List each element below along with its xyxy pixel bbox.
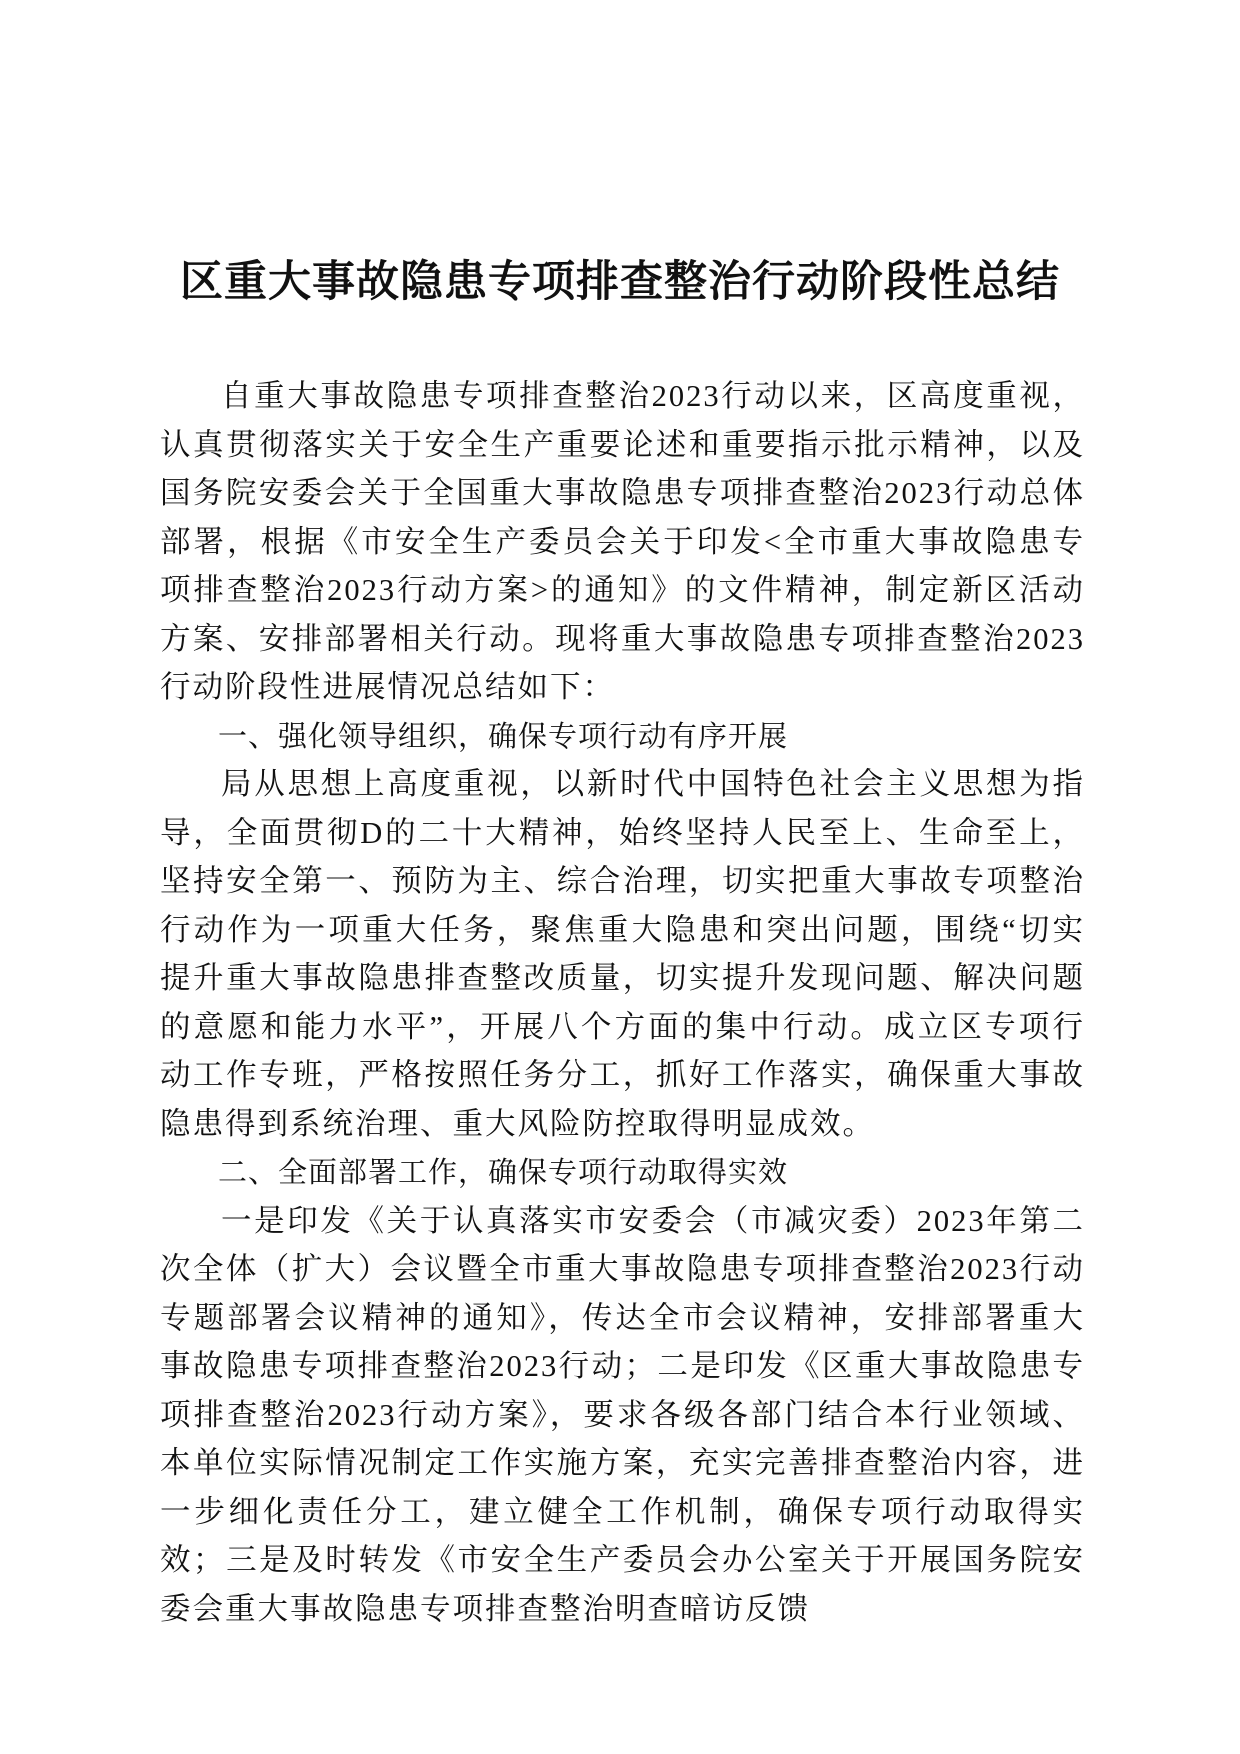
section-heading-2: 二、全面部署工作，确保专项行动取得实效 (218, 1155, 789, 1189)
section-heading-1: 一、强化领导组织，确保专项行动有序开展 (218, 718, 789, 753)
intro-paragraph: 自重大事故隐患专项排查整治2023行动以来，区高度重视，认真贯彻落实关于安全生产重要论述和重要指示批示精神，以及国务院安委会关于全国重大事故隐患专项排查整治2023行动总体部署，根据《市安全生产委员会关于印发<全市重大事故隐患专项排查整治2023行动方案>的通知》的文件精神，制定新区活动方案、安排部署相关行动。现将重大事故隐患专项排查整治2023行动阶段性进展情况总结如下： (160, 379, 1085, 704)
document-body (160, 372, 1085, 1633)
document-title: 区重大事故隐患专项排查整治行动阶段性总结 (180, 257, 1060, 307)
section-1-paragraph: 局从思想上高度重视，以新时代中国特色社会主义思想为指导，全面贯彻D的二十大精神，始终坚持人民至上、生命至上，坚持安全第一、预防为主、综合治理，切实把重大事故专项整治行动作为一项重大任务，聚焦重大隐患和突出问题，围绕“切实提升重大事故隐患排查整改质量，切实提升发现问题、解决问题的意愿和能力水平”，开展八个方面的集中行动。成立区专项行动工作专班，严格按照任务分工，抓好工作落实，确保重大事故隐患得到系统治理、重大风险防控取得明显成效。 (160, 767, 1085, 1141)
section-2-paragraph: 一是印发《关于认真落实市安委会（市减灾委）2023年第二次全体（扩大）会议暨全市重大事故隐患专项排查整治2023行动专题部署会议精神的通知》，传达全市会议精神，安排部署重大事故隐患专项排查整治2023行动；二是印发《区重大事故隐患专项排查整治2023行动方案》，要求各级各部门结合本行业领域、本单位实际情况制定工作实施方案，充实完善排查整治内容，进一步细化责任分工，建立健全工作机制，确保专项行动取得实效；三是及时转发《市安全生产委员会办公室关于开展国务院安委会重大事故隐患专项排查整治明查暗访反馈 (160, 1203, 1085, 1626)
